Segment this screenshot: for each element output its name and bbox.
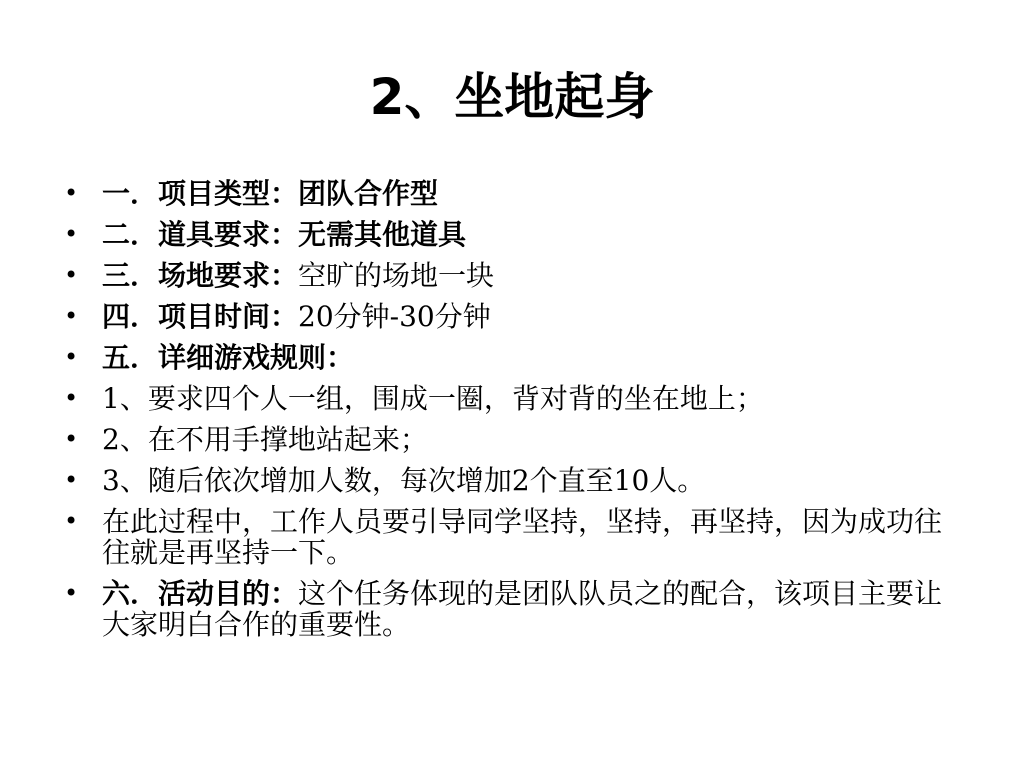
list-item: [62, 342, 962, 373]
item-text: 3、随后依次增加人数，每次增加2个直至10人。: [102, 464, 706, 497]
item-text: 2、在不用手撑地站起来；: [102, 423, 428, 456]
list-item: [62, 178, 962, 209]
bullet-icon: •: [64, 220, 79, 248]
list-item: [62, 219, 962, 250]
list-item: [62, 260, 962, 291]
bullet-icon: •: [64, 261, 79, 289]
bullet-icon: •: [64, 343, 79, 371]
list-item: [62, 301, 962, 332]
item-heading: 六．活动目的：: [102, 577, 299, 610]
list-item: [62, 465, 962, 496]
bullet-icon: •: [64, 302, 79, 330]
item-text: 无需其他道具: [298, 218, 467, 251]
item-text: 在此过程中，工作人员要引导同学坚持，坚持，再坚持，因为成功往往就是再坚持一下。: [102, 505, 943, 569]
list-item: [62, 383, 962, 414]
bullet-icon: •: [64, 507, 79, 535]
item-heading: 三．场地要求：: [102, 259, 299, 292]
item-text: 团队合作型: [298, 177, 439, 210]
bullet-icon: •: [64, 425, 79, 453]
bullet-icon: •: [64, 384, 79, 412]
item-text: 空旷的场地一块: [298, 259, 495, 292]
bullet-icon: •: [64, 179, 79, 207]
item-text: 20分钟-30分钟: [298, 300, 491, 333]
item-text: 这个任务体现的是团队队员之的配合，该项目主要让大家明白合作的重要性。: [102, 577, 943, 641]
bullet-icon: •: [64, 579, 79, 607]
item-heading: 五．详细游戏规则：: [102, 341, 355, 374]
item-heading: 四．项目时间：: [102, 300, 299, 333]
list-item: [62, 578, 962, 640]
item-heading: 二．道具要求：: [102, 218, 299, 251]
list-item: [62, 506, 962, 568]
slide-title: 2、坐地起身: [369, 68, 655, 126]
list-item: [62, 424, 962, 455]
bullet-list: [62, 178, 962, 650]
item-heading: 一．项目类型：: [102, 177, 299, 210]
bullet-icon: •: [64, 466, 79, 494]
item-text: 1、要求四个人一组，围成一圈，背对背的坐在地上；: [102, 382, 764, 415]
